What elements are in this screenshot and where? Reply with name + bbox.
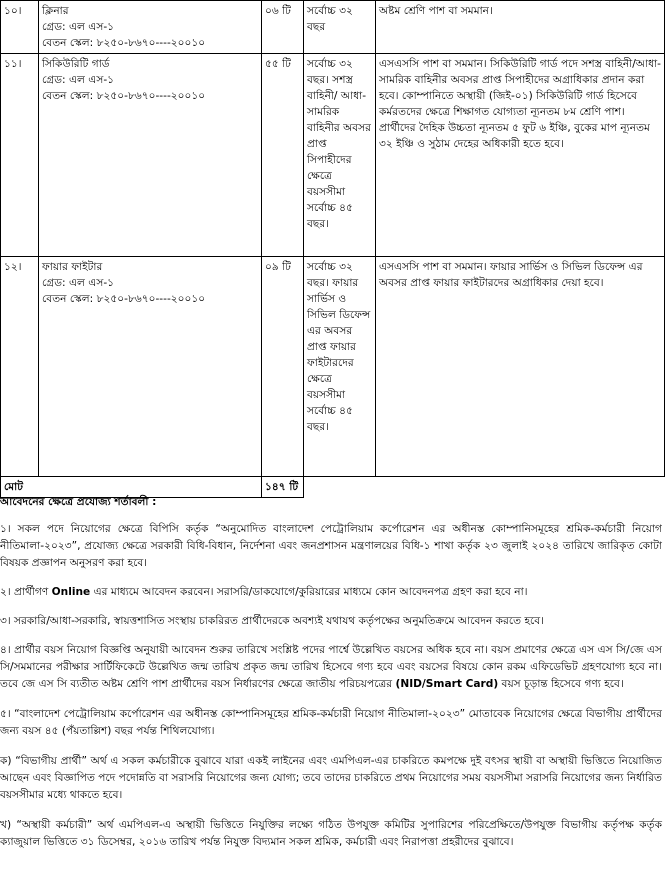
- condition-4-text: ৪। প্রার্থীর বয়স নিয়োগ বিজ্ঞপ্তি অনুযায়ী আবেদন শুরুর তারিখে সংশ্লিষ্ট পদের পার্শ্বে উল্লেখিত বয়সের অধিক হবে না। বয়স প্রমাণের ক্ষেত্রে এস এস সি/জে এস সি/সমমানের পরীক্ষার সার্টিফিকেটে উল্লেখিত জন্ম তারিখ প্রকৃত জন্ম তারিখ হিসেবে গণ্য হবে এবং বয়সের বিষয়ে কোন রকম এফিডেভিট গ্রহণযোগ্য হবে না। তবে জে এস সি ব্যতীত অষ্টম শ্রেণি পাশ প্রার্থীদের বয়স নির্ধারণের ক্ষেত্রে জাতীয় পরিচয়পত্রের: [0, 644, 662, 690]
- condition-3: ৩। সরকারি/আধা-সরকারি, স্বায়ত্তশাসিত সংস্থায় চাকরিরত প্রার্থীদেরকে অবশ্যই যথাযথ কর্তৃপক্ষের অনুমতিক্রমে আবেদন করতে হবে।: [0, 615, 544, 627]
- post-name: সিকিউরিটি গার্ড: [42, 58, 110, 70]
- condition-2: [0, 584, 662, 601]
- condition-4-end: বয়স চূড়ান্ত হিসেবে গণ্য হবে।: [501, 678, 624, 690]
- condition-2-prefix: ২। প্রার্থীগণ: [0, 586, 49, 598]
- serial-cell: ১১।: [1, 54, 39, 257]
- post-name: ক্লিনার: [42, 5, 69, 17]
- age-cell: সর্বোচ্চ ৩২ বছর: [304, 1, 376, 54]
- condition-ka: ক) “বিভাগীয় প্রার্থী” অর্থ এ সকল কর্মচারীকে বুঝাবে যারা একই লাইনের এবং এমপিএল-এর চাকরিতে কমপক্ষে দুই বৎসর স্থায়ী বা অস্থায়ী ভিত্তিতে নিয়োজিত আছেন এবং বিজ্ঞাপিত পদে পদোন্নতি বা সরাসরি নিয়োগের জন্য যোগ্য; তবে তাদের চাকরিতে প্রথম নিয়োগের সময় বয়সসীমা সরাসরি নিয়োগের জন্য নির্ধারিত বয়সসীমার মধ্যে থাকতে হবে।: [0, 755, 662, 801]
- post-cell: [39, 257, 262, 477]
- count-cell: ০৯ টি: [262, 257, 304, 477]
- table-row: [1, 257, 665, 477]
- qualification-cell: এসএসসি পাশ বা সমমান। ফায়ার সার্ভিস ও সিভিল ডিফেন্স এর অবসর প্রাপ্ত ফায়ার ফাইটারদের অগ্রাধিকার দেয়া হবে।: [376, 257, 665, 477]
- post-scale: বেতন স্কেল: ৮২৫০-৮৬৭০----২০০১০: [42, 293, 206, 305]
- online-text: Online: [51, 586, 91, 598]
- condition-2-text: এর মাধ্যমে আবেদন করবেন। সরাসরি/ডাকযোগে/কুরিয়ারের মাধ্যমে কোন আবেদনপত্র গ্রহণ করা হবে না।: [93, 586, 528, 598]
- table-row: [1, 54, 665, 257]
- qualification-cell: অষ্টম শ্রেণি পাশ বা সমমান।: [376, 1, 665, 54]
- age-cell: সর্বোচ্চ ৩২ বছর। সশস্ত্র বাহিনী/ আধা-সামরিক বাহিনীর অবসর প্রাপ্ত সিপাহীদের ক্ষেত্রে বয়সসীমা সর্বোচ্চ ৪৫ বছর।: [304, 54, 376, 257]
- serial-cell: ১২।: [1, 257, 39, 477]
- condition-5: ৫। “বাংলাদেশ পেট্রোলিয়াম কর্পোরেশন এর অধীনস্ত কোম্পানিসমূহের শ্রমিক-কর্মচারী নিয়োগ নীতিমালা-২০২৩” মোতাবেক নিয়োগের ক্ষেত্রে বিভাগীয় প্রার্থীদের জন্য বয়স ৪৫ (পঁয়তাল্লিশ) বছর পর্যন্ত শিথিলযোগ্য।: [0, 708, 662, 737]
- count-cell: ৫৫ টি: [262, 54, 304, 257]
- post-grade: গ্রেড: এল এস-১: [42, 277, 115, 289]
- condition-kha: খ) “অস্থায়ী কর্মচারী” অর্থ এমপিএল-এ অস্থায়ী ভিত্তিতে নিযুক্তির লক্ষ্যে গঠিত উপযুক্ত কমিটির সুপারিশের পরিপ্রেক্ষিতে/উপযুক্ত বিভাগীয় কর্তৃপক্ষ কর্তৃক ক্যাজুয়াল ভিত্তিতে ৩১ ডিসেম্বর, ২০১৬ তারিখ পর্যন্ত নিযুক্ত বিদ্যমান সকল শ্রমিক, কর্মচারী এবং নিরাপত্তা প্রহরীদের বুঝাবে।: [0, 819, 662, 848]
- post-cell: [39, 54, 262, 257]
- conditions-section: [0, 494, 662, 851]
- age-cell: সর্বোচ্চ ৩২ বছর। ফায়ার সার্ভিস ও সিভিল ডিফেন্স এর অবসর প্রাপ্ত ফায়ার ফাইটারদের ক্ষেত্রে বয়সসীমা সর্বোচ্চ ৪৫ বছর।: [304, 257, 376, 477]
- condition-1: ১। সকল পদে নিয়োগের ক্ষেত্রে বিপিসি কর্তৃক “অনুমোদিত বাংলাদেশ পেট্রোলিয়াম কর্পোরেশন এর অধীনস্ত কোম্পানিসমূহের শ্রমিক-কর্মচারী নিয়োগ নীতিমালা-২০২৩”, প্রযোজ্য ক্ষেত্রে সরকারী বিধি-বিধান, নির্দেশনা এবং জনপ্রশাসন মন্ত্রণালয়ের বিধি-১ শাখা কর্তৃক ২৩ জুলাই ২০২৪ তারিখে জারিকৃত কোটা বিষয়ক প্রজ্ঞাপন অনুসরণ করা হবে।: [0, 523, 662, 569]
- nid-text: (NID/Smart Card): [395, 678, 499, 690]
- conditions-heading: আবেদনের ক্ষেত্রে প্রযোজ্য শর্তাবলী :: [0, 496, 157, 508]
- qualification-cell: এসএসসি পাশ বা সমমান। সিকিউরিটি গার্ড পদে সশস্ত্র বাহিনী/আধা-সামরিক বাহিনীর অবসর প্রাপ্ত সিপাহীদের অগ্রাধিকার প্রদান করা হবে। কোম্পানিতে অস্থায়ী (জিই-০১) সিকিউরিটি গার্ড হিসেবে কর্মরতদের ক্ষেত্রে শিক্ষাগত যোগ্যতা ন্যূনতম ৮ম শ্রেণি পাশ। প্রার্থীদের দৈহিক উচ্চতা ন্যূনতম ৫ ফুট ৬ ইঞ্চি, বুকের মাপ ন্যূনতম ৩২ ইঞ্চি ও সুঠাম দেহের অধিকারী হতে হবে।: [376, 54, 665, 257]
- count-cell: ০৬ টি: [262, 1, 304, 54]
- serial-cell: ১০।: [1, 1, 39, 54]
- total-label: মোট: [1, 477, 262, 498]
- table-row: [1, 1, 665, 54]
- post-cell: [39, 1, 262, 54]
- condition-4: [0, 642, 662, 693]
- total-count: ১৪৭ টি: [262, 477, 304, 498]
- post-name: ফায়ার ফাইটার: [42, 261, 103, 273]
- post-scale: বেতন স্কেল: ৮২৫০-৮৬৭০----২০০১০: [42, 90, 206, 102]
- post-grade: গ্রেড: এল এস-১: [42, 74, 115, 86]
- post-grade: গ্রেড: এল এস-১: [42, 21, 115, 33]
- post-scale: বেতন স্কেল: ৮২৫০-৮৬৭০----২০০১০: [42, 37, 206, 49]
